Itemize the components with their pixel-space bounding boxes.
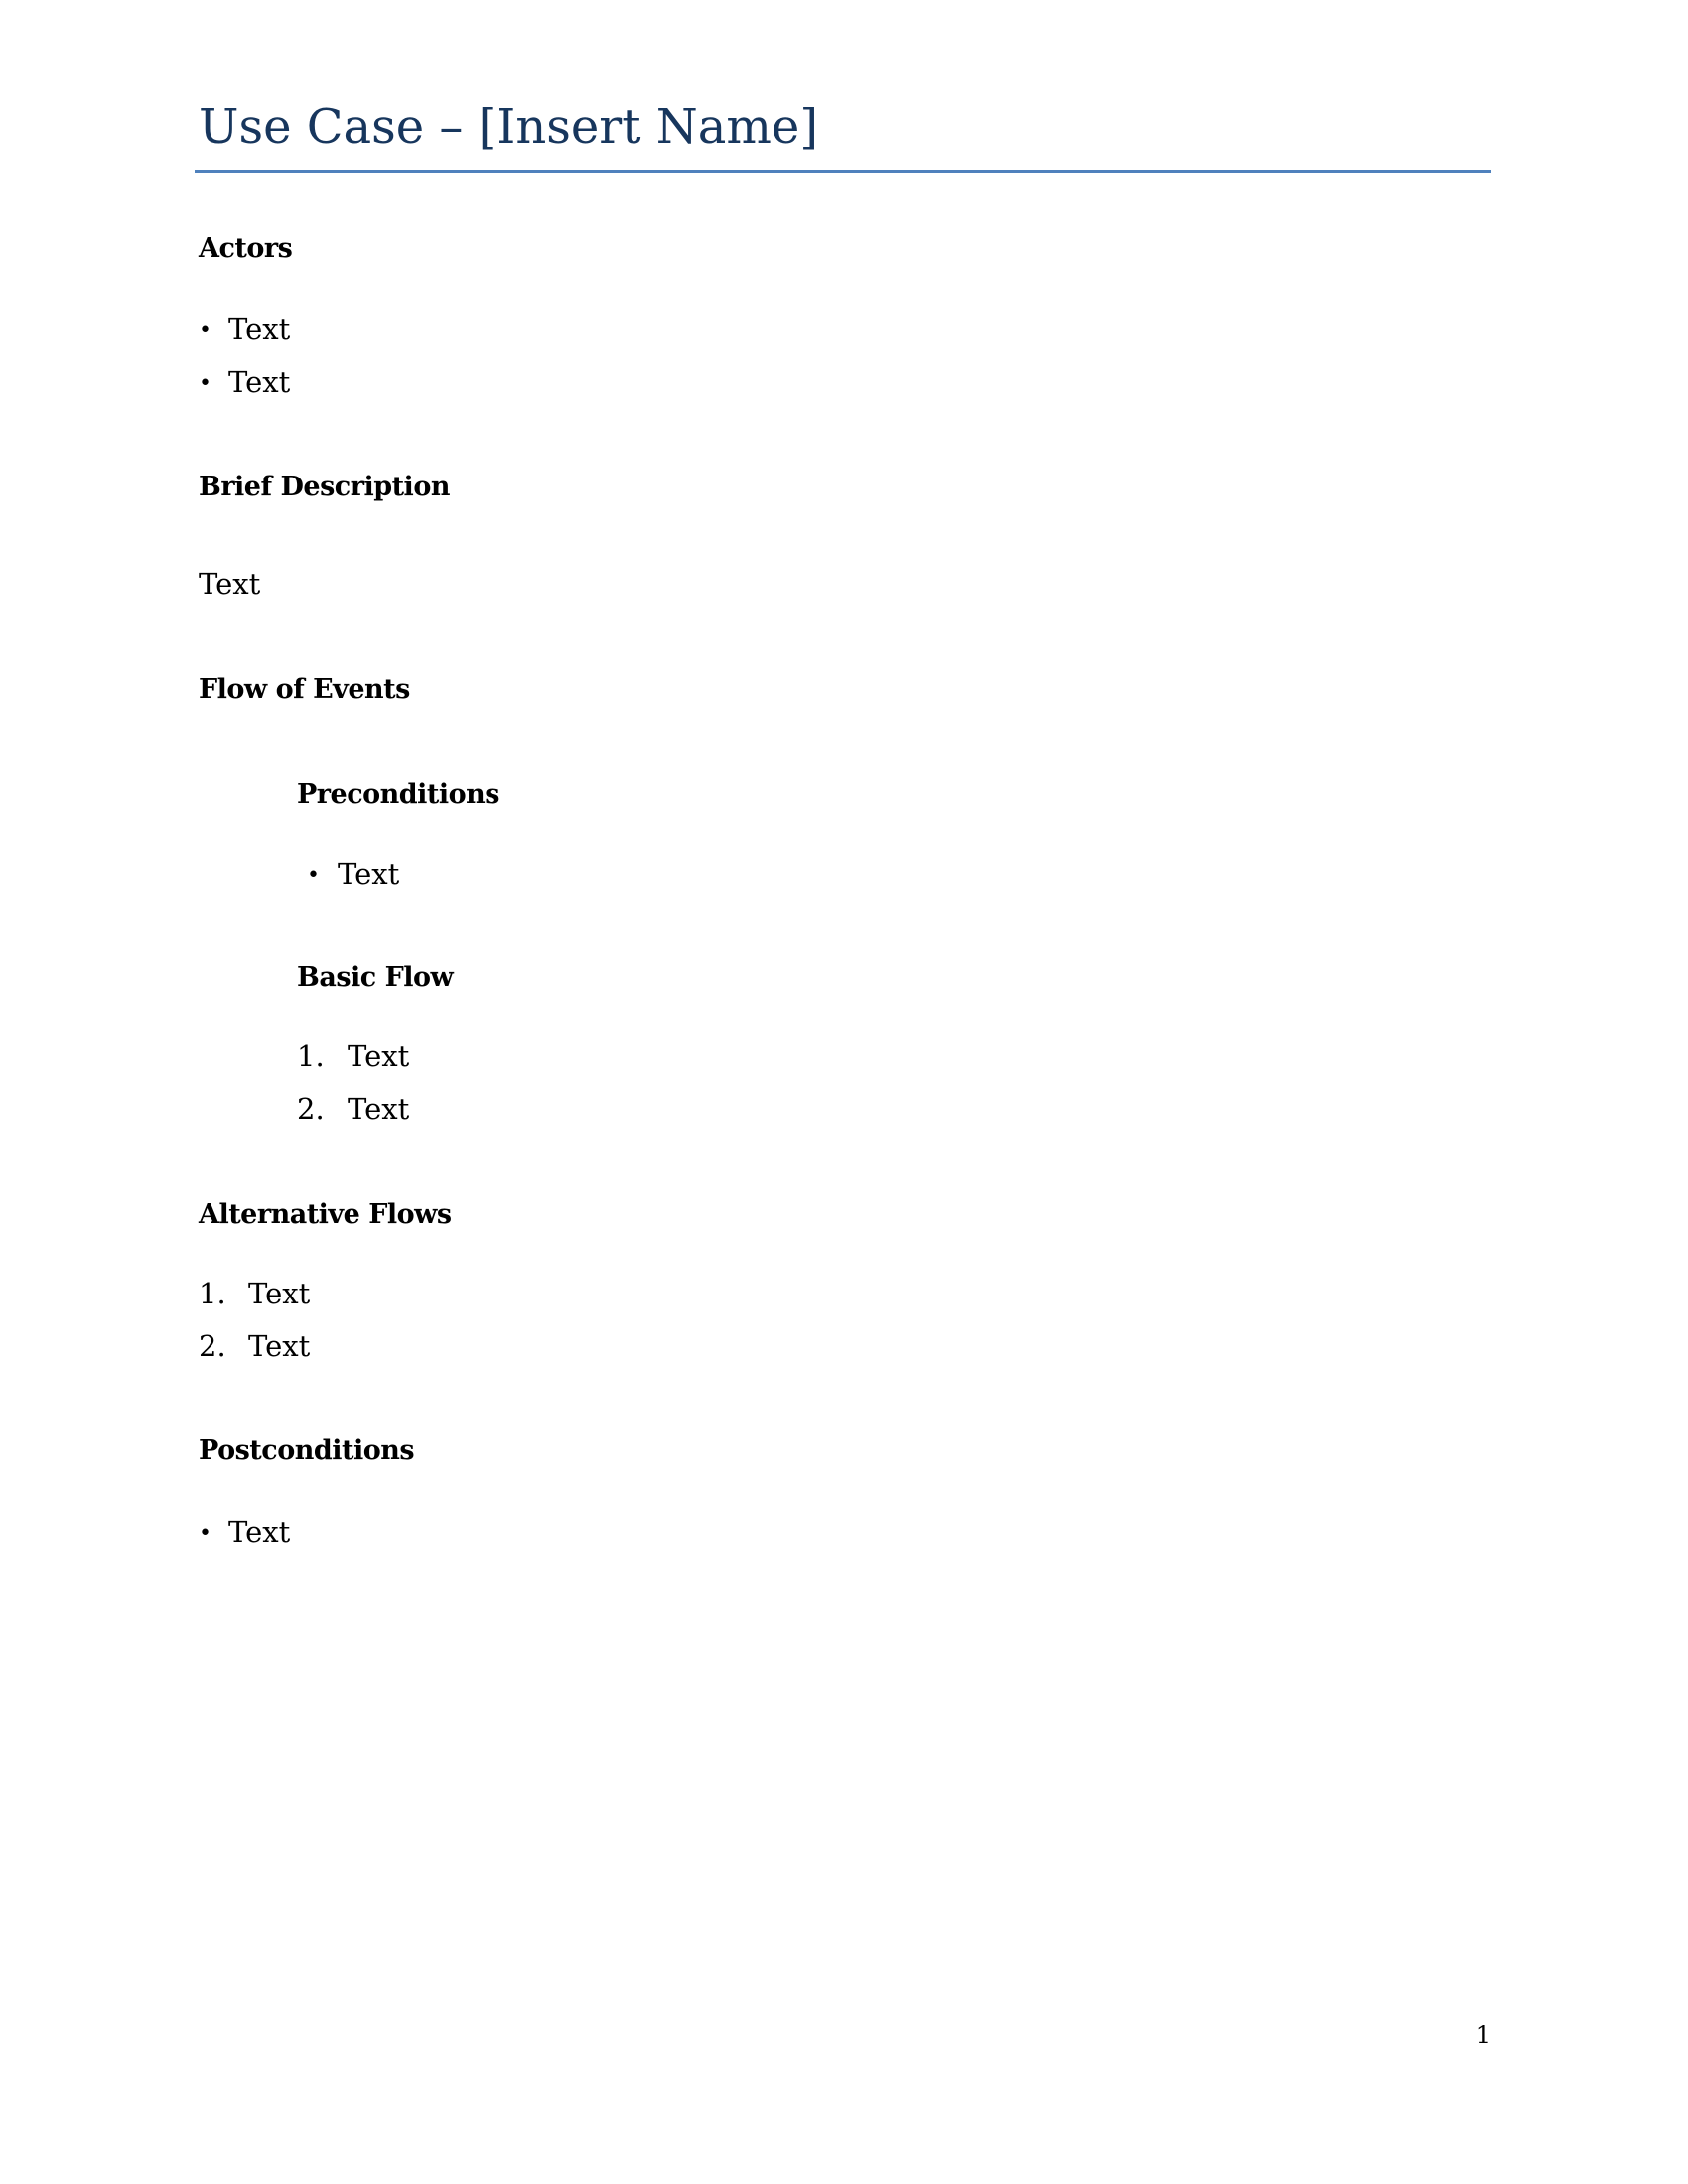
alternative-flow-number-2: 2.	[199, 1329, 226, 1363]
basic-flow-number-2: 2.	[297, 1092, 325, 1126]
flow-of-events-heading: Flow of Events	[199, 674, 410, 705]
basic-flow-number-1: 1.	[297, 1039, 325, 1073]
title-underline	[195, 170, 1491, 173]
basic-flow-heading: Basic Flow	[297, 962, 454, 993]
alternative-flow-number-1: 1.	[199, 1277, 226, 1310]
alternative-flows-heading: Alternative Flows	[199, 1199, 452, 1230]
basic-flow-item-2: Text	[348, 1092, 410, 1126]
actor-item-2: Text	[228, 365, 291, 399]
document-title: Use Case – [Insert Name]	[199, 99, 819, 155]
brief-description-heading: Brief Description	[199, 472, 450, 502]
alternative-flow-item-1: Text	[248, 1277, 311, 1310]
page-number: 1	[1476, 2021, 1491, 2049]
basic-flow-item-1: Text	[348, 1039, 410, 1073]
brief-description-text: Text	[199, 567, 261, 601]
preconditions-heading: Preconditions	[297, 779, 499, 810]
alternative-flow-item-2: Text	[248, 1329, 311, 1363]
bullet-icon: •	[307, 863, 320, 887]
precondition-item-1: Text	[338, 857, 400, 890]
bullet-icon: •	[199, 1521, 211, 1546]
bullet-icon: •	[199, 371, 211, 396]
actor-item-1: Text	[228, 312, 291, 345]
postconditions-heading: Postconditions	[199, 1435, 415, 1466]
bullet-icon: •	[199, 318, 211, 342]
actors-heading: Actors	[199, 233, 293, 264]
postcondition-item-1: Text	[228, 1515, 291, 1549]
